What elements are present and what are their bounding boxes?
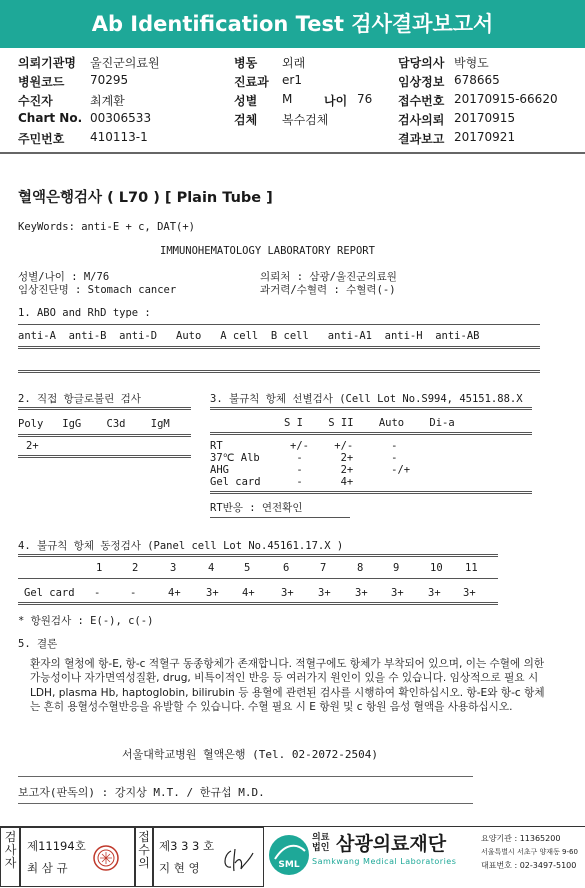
panel-cell-number: 5 bbox=[244, 562, 251, 574]
org-phone: 대표번호 : 02-3497-5100 bbox=[481, 861, 577, 870]
section-3-row-values: - 4+ bbox=[290, 476, 354, 488]
section-3-note-line bbox=[210, 517, 350, 518]
panel-cell-number: 9 bbox=[393, 562, 400, 574]
section-5-title: 5. 결론 bbox=[18, 638, 58, 650]
transfusion-history: 과거력/수혈력 : 수혈력(-) bbox=[260, 284, 396, 296]
section-3-title: 3. 불규칙 항체 선별검사 (Cell Lot No.S994, 45151.88.X bbox=[210, 393, 523, 405]
panel-cell-number: 8 bbox=[357, 562, 364, 574]
inspector-label-box bbox=[0, 827, 21, 887]
reviewer-signature bbox=[219, 845, 255, 875]
panel-cell-value: - bbox=[94, 587, 101, 599]
org-prefix: 의료법인 bbox=[312, 833, 330, 853]
reviewer-label: 접수의 bbox=[138, 830, 150, 870]
label-age: 나이 bbox=[324, 94, 348, 108]
panel-cell-number: 6 bbox=[283, 562, 290, 574]
section-3-row-values: - 2+ -/+ bbox=[290, 464, 411, 476]
inspector-label: 검사자 bbox=[4, 830, 17, 870]
section-4-title: 4. 불규칙 항체 동정검사 (Panel cell Lot No.45161.17.X ) bbox=[18, 540, 344, 552]
panel-cell-value: 3+ bbox=[206, 587, 219, 599]
hospital-contact: 서울대학교병원 혈액은행 (Tel. 02-2072-2504) bbox=[122, 748, 378, 761]
info-divider bbox=[0, 152, 585, 154]
section-3-header: S I S II Auto Di-a bbox=[284, 417, 455, 429]
requester: 의뢰처 : 삼광/울진군의료원 bbox=[260, 271, 397, 283]
value-department: er1 bbox=[282, 73, 302, 87]
org-english: Samkwang Medical Laboratories bbox=[312, 857, 457, 866]
patient-info bbox=[18, 52, 578, 147]
lab-title: IMMUNOHEMATOLOGY LABORATORY REPORT bbox=[160, 245, 375, 257]
section-3-line-top bbox=[210, 407, 532, 410]
section-2-line-top bbox=[18, 407, 191, 410]
panel-cell-number: 2 bbox=[132, 562, 139, 574]
label-department: 진료과 bbox=[234, 75, 269, 89]
value-resident-no: 410113-1 bbox=[90, 130, 148, 144]
panel-cell-value: - bbox=[130, 587, 137, 599]
value-specimen: 복수검체 bbox=[282, 113, 329, 127]
panel-cell-number: 1 bbox=[96, 562, 103, 574]
section-4-line-mid bbox=[18, 578, 498, 579]
value-clinical-info: 678665 bbox=[454, 73, 500, 87]
section-1-columns: anti-A anti-B anti-D Auto A cell B cell anti-A1 anti-H anti-AB bbox=[18, 330, 480, 342]
section-2-line-bottom bbox=[18, 455, 191, 458]
section-3-row-name: Gel card bbox=[210, 476, 261, 488]
inspector-seal bbox=[92, 844, 120, 872]
value-hospital-code: 70295 bbox=[90, 73, 129, 87]
diagnosis: 임상진단명 : Stomach cancer bbox=[18, 284, 177, 296]
section-2-columns: Poly IgG C3d IgM bbox=[18, 418, 170, 430]
value-receipt-no: 20170915-66620 bbox=[454, 92, 558, 106]
label-ward: 병동 bbox=[234, 56, 258, 70]
label-receipt-no: 접수번호 bbox=[398, 94, 445, 108]
section-3-line-bottom bbox=[210, 491, 532, 494]
info-row-3 bbox=[18, 90, 578, 109]
info-row-1 bbox=[18, 52, 578, 71]
section-4-line-bottom bbox=[18, 602, 498, 605]
value-request-date: 20170915 bbox=[454, 111, 516, 125]
label-sex: 성별 bbox=[234, 94, 258, 108]
section-3-row-name: RT bbox=[210, 440, 223, 452]
value-report-date: 20170921 bbox=[454, 130, 516, 144]
section-1-line-top bbox=[18, 324, 540, 325]
section-4-line-top bbox=[18, 554, 498, 557]
inspector-name: 최 삼 규 bbox=[27, 861, 68, 875]
panel-cell-value: 3+ bbox=[463, 587, 476, 599]
label-report-date: 결과보고 bbox=[398, 132, 445, 146]
label-clinical-info: 임상정보 bbox=[398, 75, 445, 89]
label-resident-no: 주민번호 bbox=[18, 132, 65, 146]
panel-row-label: Gel card bbox=[24, 587, 75, 599]
panel-cell-value: 3+ bbox=[281, 587, 294, 599]
info-row-2 bbox=[18, 71, 578, 90]
section-3-row-name: AHG bbox=[210, 464, 229, 476]
rt-reaction-note: RT반응 : 연전확인 bbox=[210, 502, 303, 514]
reviewer-number: 제3 3 3 호 bbox=[159, 839, 215, 853]
panel-cell-value: 3+ bbox=[355, 587, 368, 599]
signature-line-top bbox=[18, 776, 473, 777]
section-2-title: 2. 직접 항글로불린 검사 bbox=[18, 393, 141, 405]
panel-cell-value: 4+ bbox=[168, 587, 181, 599]
footer bbox=[0, 826, 585, 888]
svg-text:SML: SML bbox=[278, 860, 300, 870]
value-sex: M bbox=[282, 92, 293, 106]
sex-age: 성별/나이 : M/76 bbox=[18, 271, 110, 283]
label-requesting-org: 의뢰기관명 bbox=[18, 56, 76, 70]
panel-cell-number: 10 bbox=[430, 562, 443, 574]
panel-cell-number: 7 bbox=[320, 562, 327, 574]
section-2-value: 2+ bbox=[26, 440, 39, 452]
antigen-test: * 항원검사 : E(-), c(-) bbox=[18, 615, 154, 627]
samkwang-logo-icon bbox=[267, 833, 311, 877]
keywords: KeyWords: anti-E + c, DAT(+) bbox=[18, 221, 196, 233]
inspector-info-box bbox=[19, 827, 136, 887]
panel-cell-value: 3+ bbox=[428, 587, 441, 599]
label-hospital-code: 병원코드 bbox=[18, 75, 65, 89]
org-address: 서울특별시 서초구 양재동 9-60 bbox=[481, 848, 578, 856]
section-2-line-mid bbox=[18, 434, 191, 437]
value-patient: 최계환 bbox=[90, 94, 125, 108]
section-3-row-name: 37℃ Alb bbox=[210, 452, 260, 464]
panel-cell-number: 11 bbox=[465, 562, 478, 574]
section-3-line-mid bbox=[210, 432, 532, 435]
panel-cell-number: 3 bbox=[170, 562, 177, 574]
label-patient: 수진자 bbox=[18, 94, 53, 108]
reviewer-info-box bbox=[152, 827, 264, 887]
panel-cell-value: 3+ bbox=[318, 587, 331, 599]
label-chart-no: Chart No. bbox=[18, 111, 83, 125]
panel-cell-value: 4+ bbox=[242, 587, 255, 599]
panel-cell-number: 4 bbox=[208, 562, 215, 574]
label-doctor: 담당의사 bbox=[398, 56, 445, 70]
reviewer-label-box bbox=[134, 827, 154, 887]
reporter: 보고자(판독의) : 강지상 M.T. / 한규섭 M.D. bbox=[18, 786, 265, 799]
section-1-title: 1. ABO and RhD type : bbox=[18, 307, 151, 319]
reviewer-name: 지 현 영 bbox=[159, 861, 200, 875]
value-doctor: 박형도 bbox=[454, 56, 489, 70]
org-name: 삼광의료재단 bbox=[336, 833, 447, 855]
report-title: Ab Identification Test 검사결과보고서 bbox=[0, 0, 585, 48]
section-1-line-mid bbox=[18, 346, 540, 349]
value-chart-no: 00306533 bbox=[90, 111, 152, 125]
info-row-4 bbox=[18, 109, 578, 128]
lab-report bbox=[0, 160, 585, 825]
label-request-date: 검사의뢰 bbox=[398, 113, 445, 127]
info-row-5 bbox=[18, 128, 578, 147]
value-requesting-org: 울진군의료원 bbox=[90, 56, 160, 70]
org-code: 요양기관 : 11365200 bbox=[481, 834, 561, 843]
report-heading: 혈액은행검사 ( L70 ) [ Plain Tube ] bbox=[18, 190, 273, 206]
section-3-row-values: - 2+ - bbox=[290, 452, 398, 464]
section-1-line-bottom bbox=[18, 370, 540, 373]
inspector-number: 제11194호 bbox=[27, 839, 86, 853]
conclusion-text: 환자의 혈청에 항-E, 항-c 적혈구 동종항체가 존재합니다. 적혈구에도 항체가 부착되어 있으며, 이는 수혈에 의한 가능성이나 자가면역성질환, drug, 비특이적인 반응 등 여러가지 원인이 있을 수 있습니다. 임상적으로 필요 시 LDH, plasma Hb, haptoglobin, bilirubin 등 용혈에 관련된 검사를 시행하여 확인하십시오. 항-E와 항-c 항체는 흔히 용혈성수혈반응을 유발할 수 있습니다. 수혈 필요 시 E 항원 및 c 항원 음성 혈액을 사용하십시오. bbox=[30, 658, 545, 713]
section-3-row-values: +/- +/- - bbox=[290, 440, 398, 452]
panel-cell-value: 3+ bbox=[391, 587, 404, 599]
signature-line-bottom bbox=[18, 803, 473, 804]
value-ward: 외래 bbox=[282, 56, 306, 70]
value-age: 76 bbox=[357, 92, 373, 106]
label-specimen: 검체 bbox=[234, 113, 258, 127]
